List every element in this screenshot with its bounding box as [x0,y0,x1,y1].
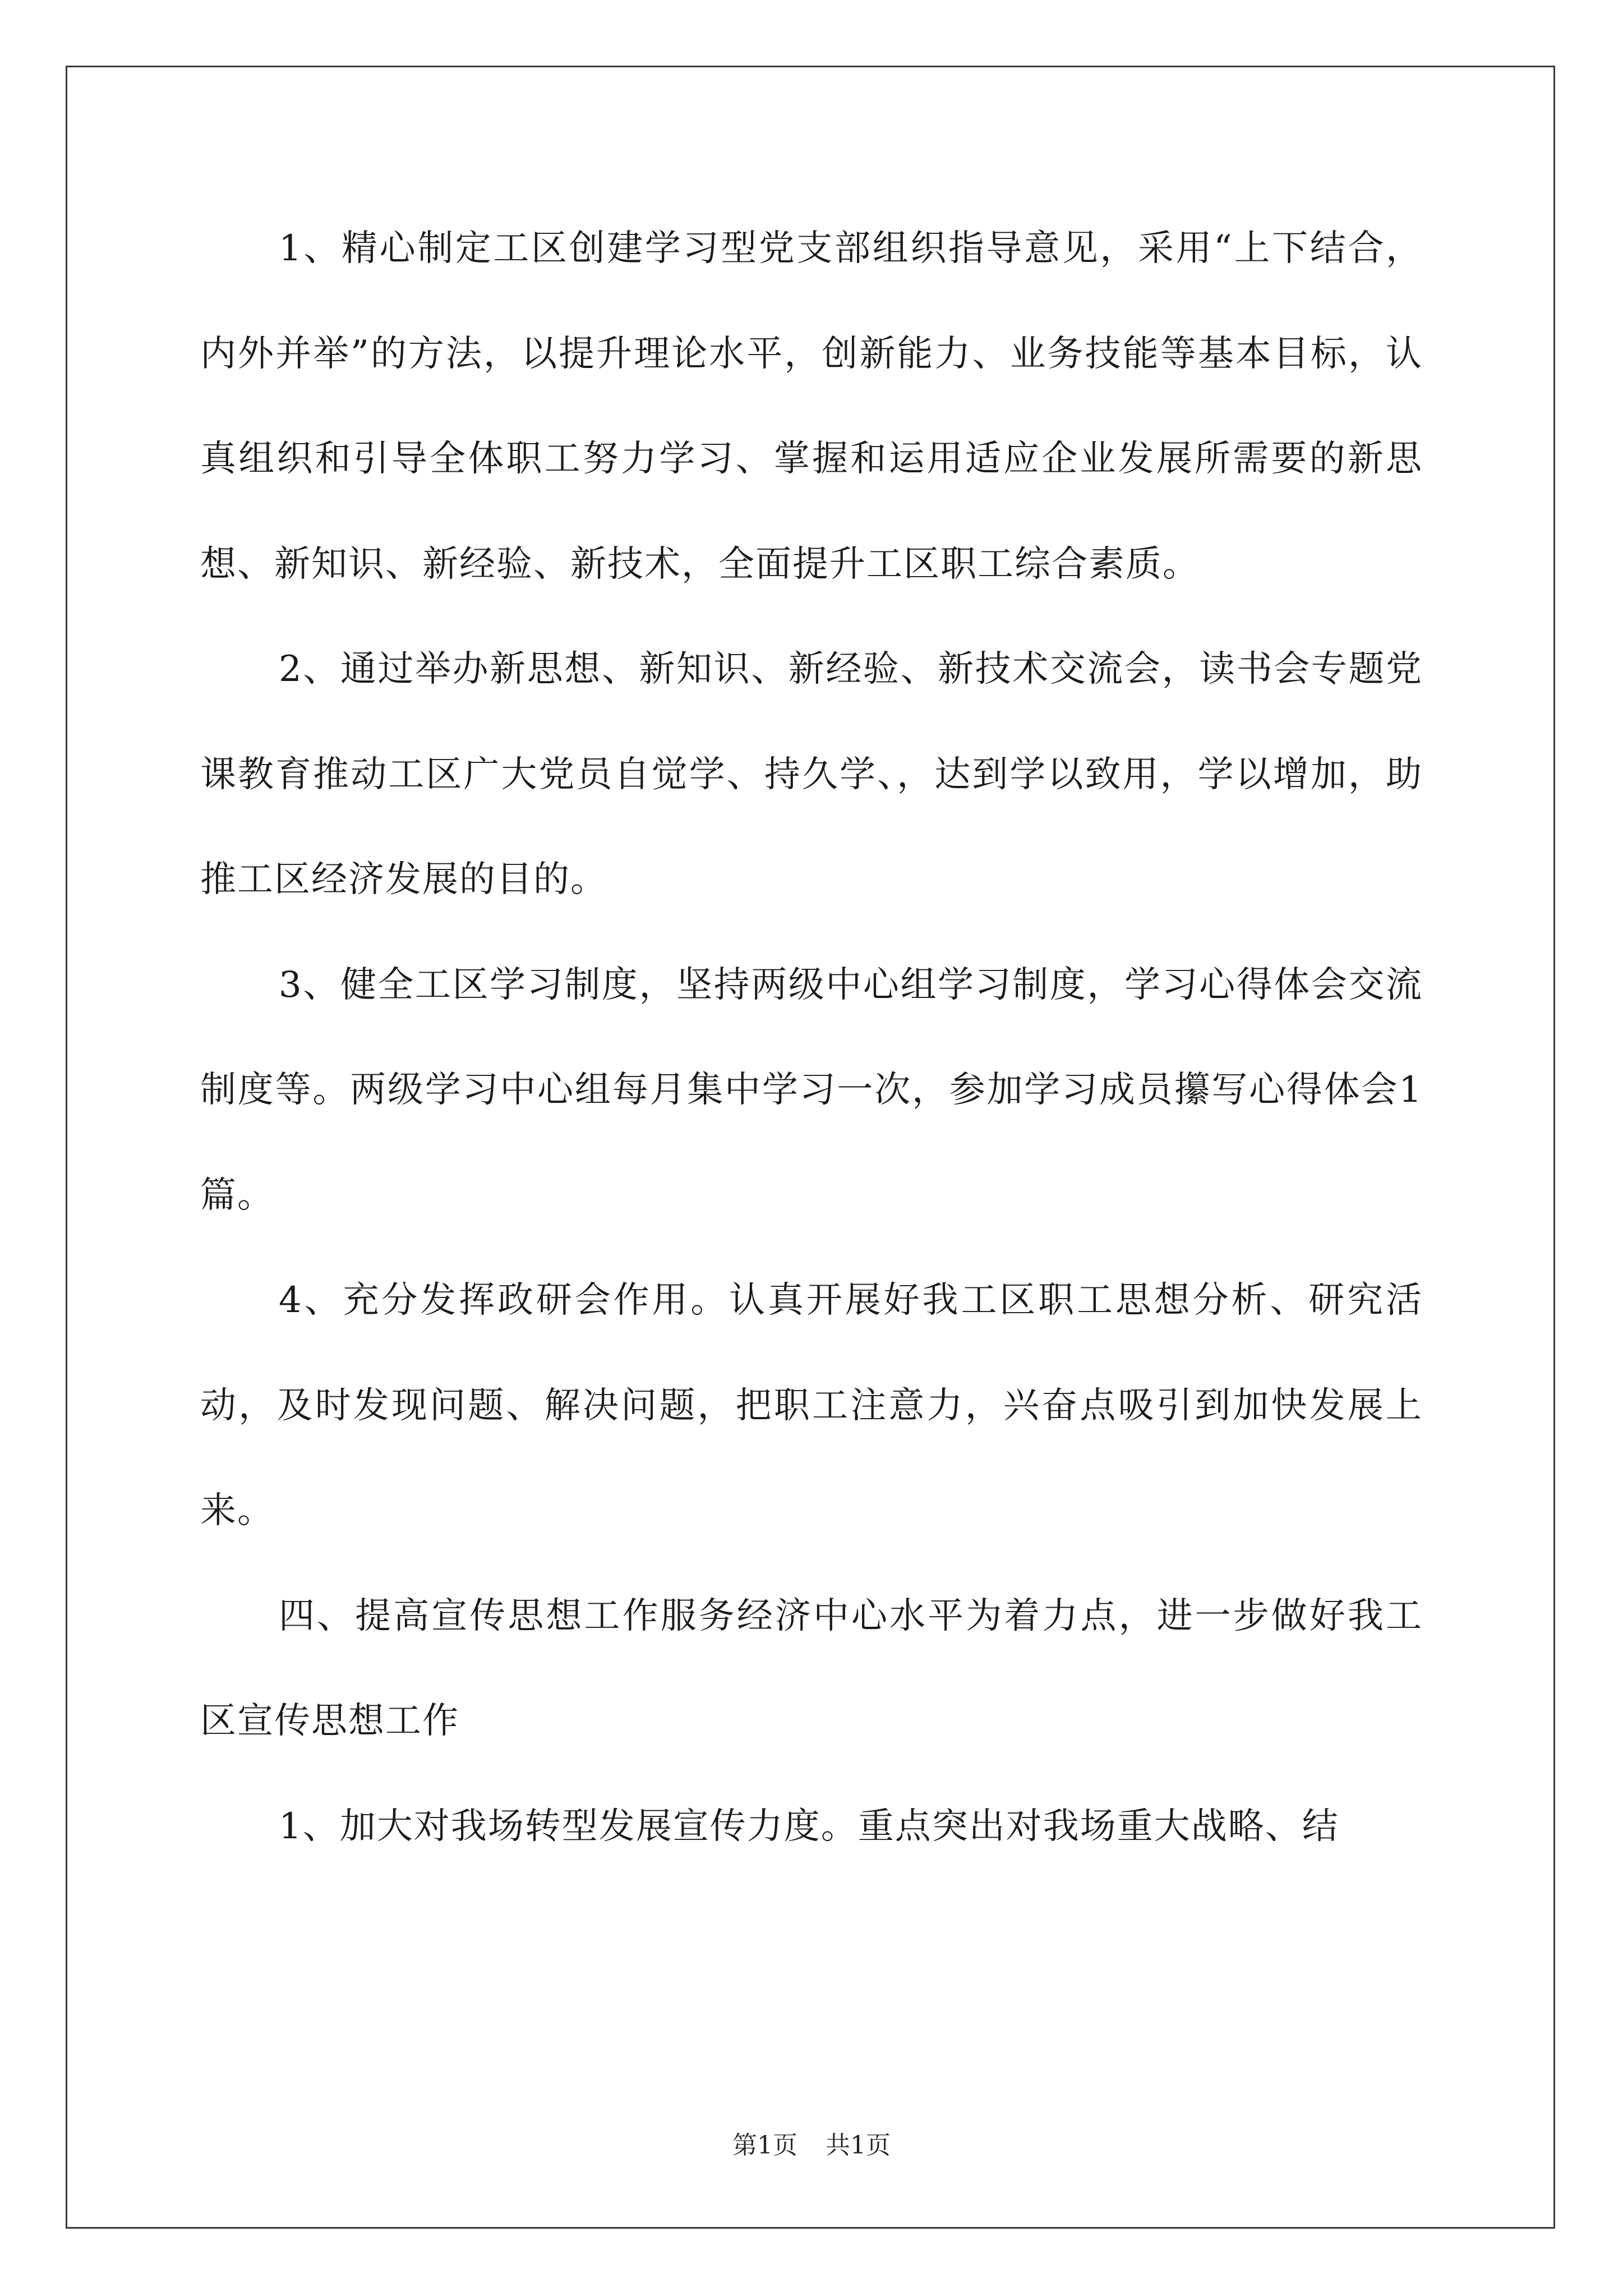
paragraph: 4、充分发挥政研会作用。认真开展好我工区职工思想分析、研究活动，及时发现问题、解决问题，把职工注意力，兴奋点吸引到加快发展上来。 [200,1280,1423,1531]
page-total: 共1页 [826,2131,891,2160]
paragraph: 1、精心制定工区创建学习型党支部组织指导意见，采用“上下结合，内外并举”的方法，以提升理论水平，创新能力、业务技能等基本目标，认真组织和引导全体职工努力学习、掌握和运用适应企业发展所需要的新思想、新知识、新经验、新技术，全面提升工区职工综合素质。 [200,228,1423,585]
page-number: 第1页 [732,2131,797,2160]
paragraph: 1、加大对我场转型发展宣传力度。重点突出对我场重大战略、结 [279,1805,1339,1847]
paragraph: 2、通过举办新思想、新知识、新经验、新技术交流会，读书会专题党课教育推动工区广大党员自觉学、持久学、，达到学以致用，学以增加，助推工区经济发展的目的。 [200,648,1423,900]
page-footer [0,2129,1623,2162]
paragraph: 3、健全工区学习制度，坚持两级中心组学习制度，学习心得体会交流制度等。两级学习中心组每月集中学习一次，参加学习成员攥写心得体会1篇。 [200,964,1423,1216]
document-body [200,196,1423,1879]
section-heading: 四、提高宣传思想工作服务经济中心水平为着力点，进一步做好我工区宣传思想工作 [200,1595,1423,1742]
